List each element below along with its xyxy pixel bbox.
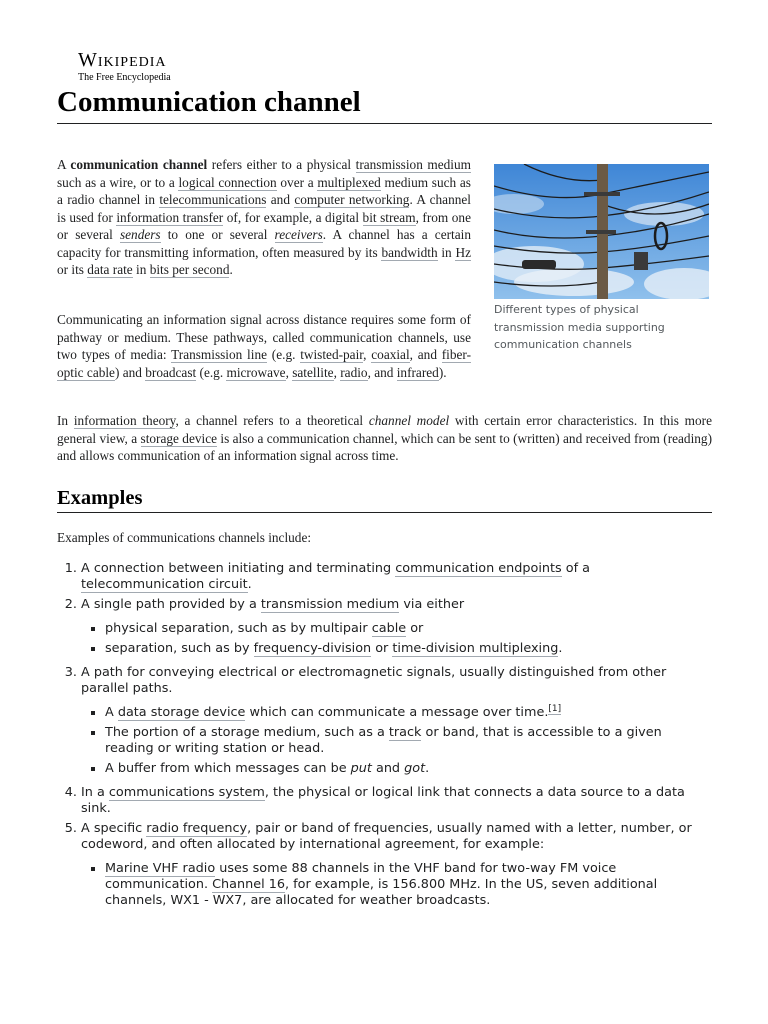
link-logical-connection[interactable]: logical connection [178,174,277,190]
list-item: ▪ A buffer from which messages can be put and got. [105,761,712,777]
link-time-division-multiplexing[interactable]: time-division multiplexing [392,641,559,656]
link-cable[interactable]: cable [371,621,407,636]
link-transmission-medium-2[interactable]: transmission medium [260,597,400,612]
list-item: 2. A single path provided by a transmission medium via either ▪ physical separation, such as by multipair cable or ▪ separation, such as by frequency-division or time-division multiplexing. [81,597,712,657]
list-item: ▪ physical separation, such as by multipair cable or [105,621,712,637]
link-infrared[interactable]: infrared [396,364,439,380]
utility-pole-photo[interactable] [494,164,709,299]
list-item: ▪ separation, such as by frequency-division or time-division multiplexing. [105,641,712,657]
title-divider [57,123,712,124]
list-item: ▪ A data storage device which can communicate a message over time.[1] [105,705,712,721]
list-item: 1. A connection between initiating and terminating communication endpoints of a telecommunication circuit. [81,561,712,593]
link-radio-frequency[interactable]: radio frequency [146,821,248,836]
link-satellite[interactable]: satellite [292,364,334,380]
link-bandwidth[interactable]: bandwidth [381,244,438,260]
link-communication-endpoints[interactable]: communication endpoints [395,561,562,576]
list-item: 4. In a communications system, the physical or logical link that connects a data source to a data sink. [81,785,712,817]
link-bits-per-second[interactable]: bits per second [149,262,230,277]
list-item: 5. A specific radio frequency, pair or band of frequencies, usually named with a letter, number, or codeword, and often allocated by international agreement, for example: ▪ Marine VHF radio uses some 88 channels in the VHF band for two-way FM voice communication. Channel 16, for example, is 156.800 MHz. In the US, seven additional channels, WX1 - WX7, are allocated for weather broadcasts. [81,821,712,909]
page-title: Communication channel [57,86,361,118]
section-heading-examples: Examples [57,487,143,509]
link-senders[interactable]: senders [119,227,161,242]
link-channel-16[interactable]: Channel 16 [212,877,285,892]
list-item: ▪ The portion of a storage medium, such as a track or band, that is accessible to a given reading or writing station or head. [105,725,712,757]
logo-tagline: The Free Encyclopedia [78,72,171,83]
link-transmission-medium[interactable]: transmission medium [355,157,471,172]
bold-term: communication channel [70,157,208,172]
list-item: 3. A path for conveying electrical or electromagnetic signals, usually distinguished from other parallel paths. ▪ A data storage device which can communicate a message over time.[1] ▪ The portion of a storage medium, such as a track or band, that is accessible to a given reading or writing station or head. ▪ A buffer from which messages can be put and got. [81,665,712,777]
link-transmission-line[interactable]: Transmission line [171,347,268,362]
link-radio[interactable]: radio [340,364,368,380]
link-coaxial[interactable]: coaxial [371,347,410,362]
logo-wordmark: Wikipedia [78,49,167,71]
link-microwave[interactable]: microwave [226,364,286,380]
link-information-transfer[interactable]: information transfer [116,209,224,225]
link-bit-stream[interactable]: bit stream [362,209,416,225]
theory-paragraph: In information theory, a channel refers to a theoretical channel model with certain error characteristics. In this more general view, a storage device is also a communication channel, which can be sent to (written) and received from (reading) and allows communication of an information signal across time. [57,413,712,463]
link-track[interactable]: track [388,725,422,740]
link-information-theory[interactable]: information theory [73,413,176,428]
list-item: ▪ Marine VHF radio uses some 88 channels in the VHF band for two-way FM voice communication. Channel 16, for example, is 156.800 MHz. In the US, seven additional channels, WX1 - WX7, are allocated for weather broadcasts. [105,861,712,909]
wikipedia-logo[interactable] [78,50,171,84]
figure-caption: Different types of physical transmission media supporting communication channels [494,303,665,351]
link-computer-networking[interactable]: computer networking [294,192,410,207]
link-multiplexed[interactable]: multiplexed [317,174,381,190]
examples-list [57,561,712,917]
media-paragraph: Communicating an information signal across distance requires some form of pathway or medium. These pathways, called communication channels, use two types of media: Transmission line (e.g. twisted-pair, coaxial, and fiber-optic cable) and broadcast (e.g. microwave, satellite, radio, and infrared). [57,312,471,380]
section-divider [57,512,712,513]
link-telecommunications[interactable]: telecommunications [159,192,267,207]
link-data-rate[interactable]: data rate [87,262,133,277]
link-communications-system[interactable]: communications system [108,785,265,800]
link-telecommunication-circuit[interactable]: telecommunication circuit [81,577,248,592]
link-broadcast[interactable]: broadcast [145,364,197,380]
channel-model-term: channel model [368,413,450,428]
link-data-storage-device[interactable]: data storage device [117,705,246,720]
link-fiber-optic-cable[interactable]: fiber-optic cable [57,347,471,380]
link-marine-vhf-radio[interactable]: Marine VHF radio [105,861,216,876]
reference-link[interactable]: [1] [548,703,562,714]
link-receivers[interactable]: receivers [274,227,323,242]
link-twisted-pair[interactable]: twisted-pair [300,347,364,362]
link-hz[interactable]: Hz [455,244,471,260]
link-frequency-division[interactable]: frequency-division [253,641,372,656]
examples-intro: Examples of communications channels include: [57,530,312,545]
link-storage-device[interactable]: storage device [140,430,217,446]
figure-utility-pole [494,164,709,354]
intro-paragraph: A communication channel refers either to a physical transmission medium such as a wire, or to a logical connection over a multiplexed medium such as a radio channel in telecommunications and computer networking. A channel is used for information transfer of, for example, a digital bit stream, from one or several senders to one or several receivers. A channel has a certain capacity for transmitting information, often measured by its bandwidth in Hz or its data rate in bits per second. [57,157,471,277]
